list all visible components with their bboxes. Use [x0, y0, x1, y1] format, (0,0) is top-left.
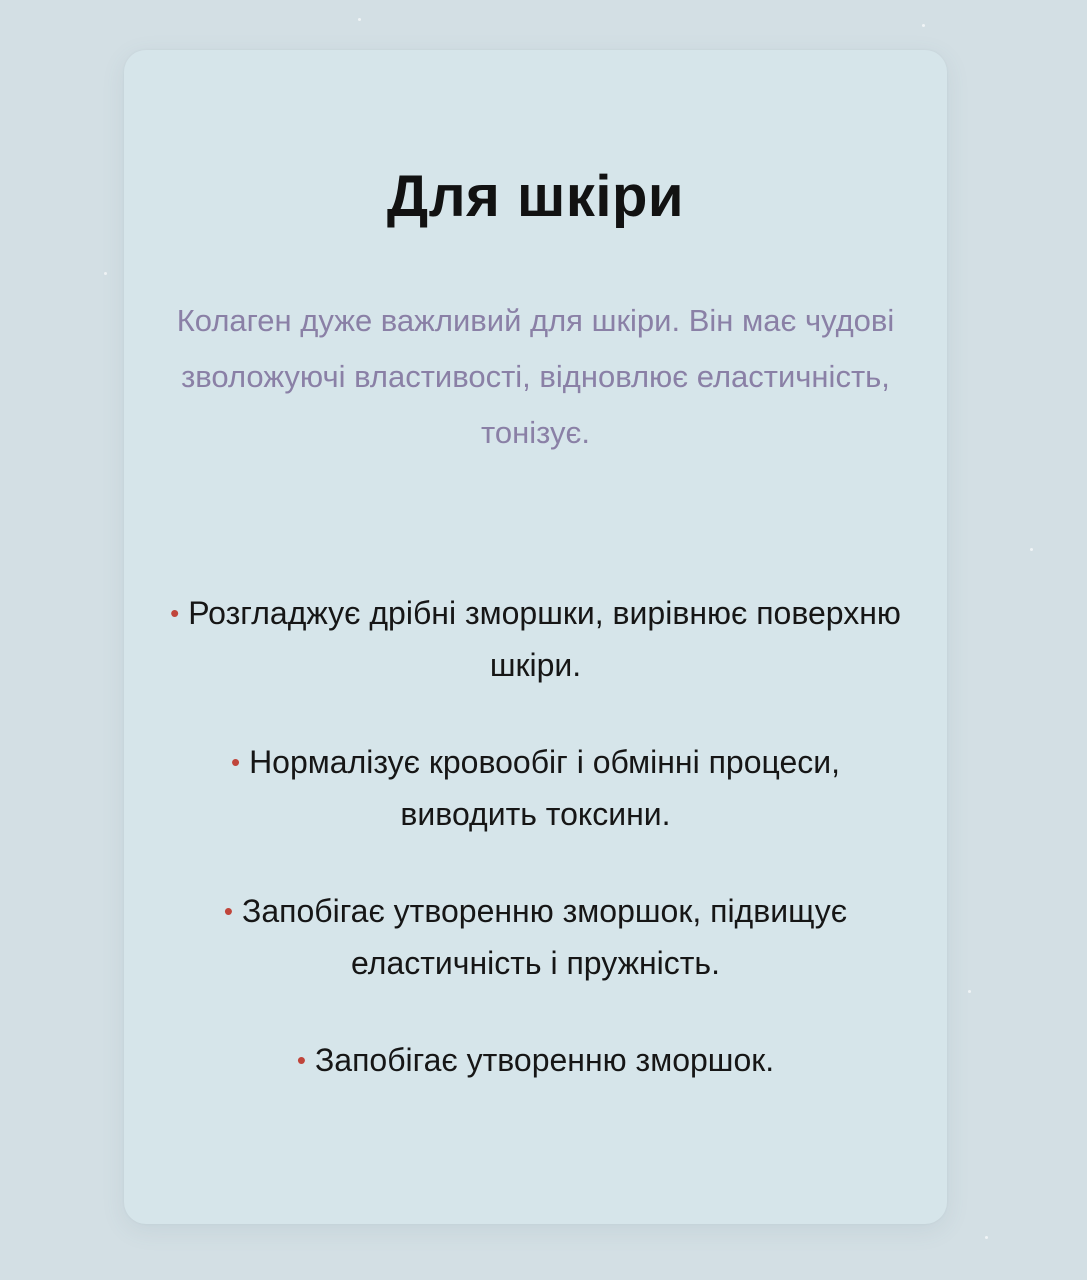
benefit-text: Запобігає утворенню зморшок.: [314, 1042, 775, 1078]
card-intro-text: Колаген дуже важливий для шкіри. Він має чудові зволожуючі властивості, відновлює еластичність, тонізує.: [176, 303, 895, 450]
skin-benefits-card: [124, 50, 947, 1224]
bullet-dot-icon: •: [230, 747, 241, 777]
benefit-item: [164, 886, 907, 988]
card-title: Для шкіри: [386, 164, 685, 229]
background-speck: [1030, 548, 1033, 551]
bullet-dot-icon: •: [223, 896, 233, 926]
benefit-item: [164, 588, 907, 690]
background-speck: [922, 24, 925, 27]
bullet-dot-icon: •: [170, 598, 180, 628]
benefit-item: [164, 1035, 907, 1087]
background-speck: [968, 990, 971, 993]
background-speck: [104, 272, 107, 275]
benefits-list: [164, 588, 907, 1134]
benefit-item: [164, 737, 907, 839]
background-speck: [358, 18, 361, 21]
benefit-text: Розгладжує дрібні зморшки, вирівнює поверхню шкіри.: [188, 595, 901, 683]
background-speck: [985, 1236, 988, 1239]
bullet-dot-icon: •: [296, 1045, 306, 1075]
benefit-text: Запобігає утворенню зморшок, підвищує еластичність і пружність.: [242, 893, 848, 981]
benefit-text: Нормалізує кровообіг і обмінні процеси, виводить токсини.: [249, 744, 841, 832]
